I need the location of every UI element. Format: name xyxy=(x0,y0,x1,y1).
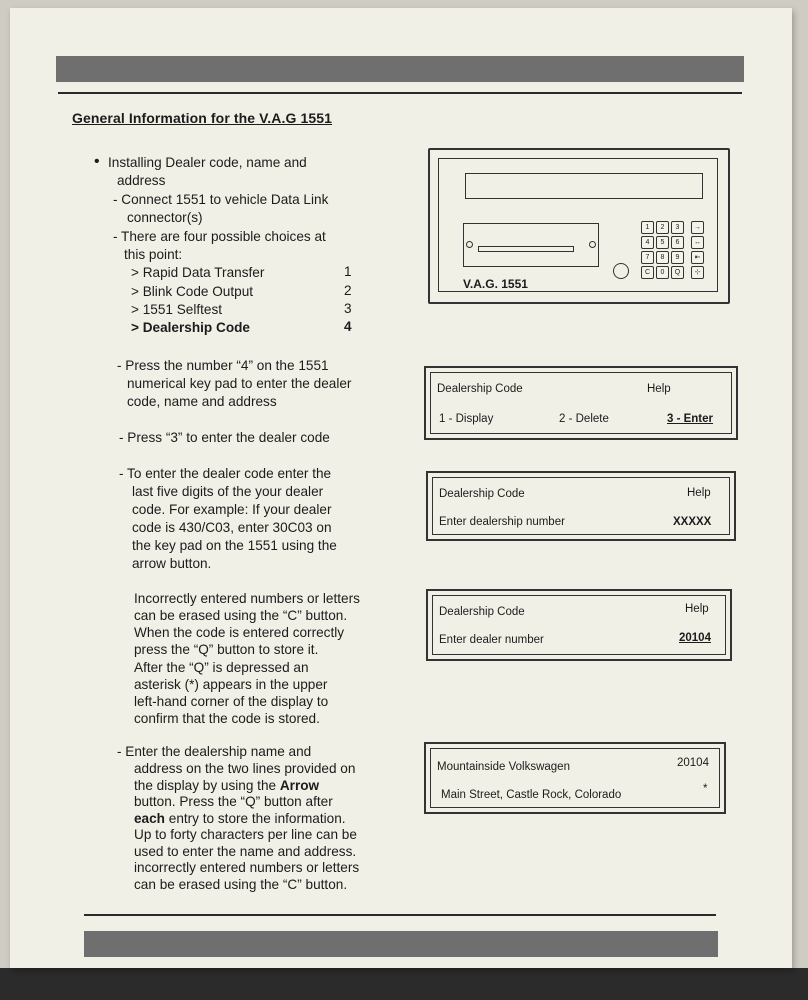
arrow-both-key-icon: ↔ xyxy=(691,236,704,249)
display-frame xyxy=(432,477,730,535)
key-1: 1 xyxy=(641,221,654,234)
connect-line-1: - Connect 1551 to vehicle Data Link xyxy=(113,192,329,207)
display-value: 20104 xyxy=(679,632,711,644)
choice-label: > Rapid Data Transfer xyxy=(131,265,265,280)
erase-line-2: can be erased using the “C” button. xyxy=(134,608,348,623)
dealer-code: 20104 xyxy=(677,757,709,769)
enter-code-line-5: the key pad on the 1551 using the xyxy=(132,538,337,553)
device-bezel xyxy=(438,158,718,292)
option-display: 1 - Display xyxy=(439,413,494,425)
erase-line-6: asterisk (*) appears in the upper xyxy=(134,677,328,692)
key-3: 3 xyxy=(671,221,684,234)
dealer-address: Main Street, Castle Rock, Colorado xyxy=(441,789,622,801)
display-menu xyxy=(424,366,738,440)
name-line-9: can be erased using the “C” button. xyxy=(134,877,348,892)
name-line-2: address on the two lines provided on xyxy=(134,761,356,776)
display-dealer-name-address xyxy=(424,742,726,814)
knob-icon xyxy=(613,263,629,279)
name-line-3-text: the display by using the xyxy=(134,778,280,793)
name-line-8: incorrectly entered numbers or letters xyxy=(134,860,360,875)
arrow-emphasis: Arrow xyxy=(279,778,320,793)
bottom-rule xyxy=(84,914,716,916)
press4-line-2: numerical key pad to enter the dealer xyxy=(127,376,352,391)
key-9: 9 xyxy=(671,251,684,264)
display-title: Dealership Code xyxy=(437,383,523,395)
display-help: Help xyxy=(685,603,709,615)
connect-line-2: connector(s) xyxy=(127,210,203,225)
slot-opening xyxy=(478,246,574,252)
name-line-5-text: entry to store the information. xyxy=(164,811,346,826)
option-delete: 2 - Delete xyxy=(559,413,609,425)
slot-hole-right xyxy=(589,241,596,248)
arrow-back-key-icon: ⇤ xyxy=(691,251,704,264)
erase-line-4: press the “Q” button to store it. xyxy=(134,642,319,657)
display-frame xyxy=(432,595,726,655)
name-line-1: - Enter the dealership name and xyxy=(117,744,312,759)
enter-code-line-3: code. For example: If your dealer xyxy=(132,502,332,517)
bottom-gray-bar xyxy=(84,931,718,957)
display-value: XXXXX xyxy=(673,516,712,528)
card-slot xyxy=(463,223,599,267)
print-key-icon: ⊹ xyxy=(691,266,704,279)
erase-line-1: Incorrectly entered numbers or letters xyxy=(134,591,360,606)
press4-line-3: code, name and address xyxy=(127,394,277,409)
key-5: 5 xyxy=(656,236,669,249)
device-screen xyxy=(465,173,703,199)
key-c: C xyxy=(641,266,654,279)
display-title: Dealership Code xyxy=(439,606,525,618)
display-prompt: Enter dealership number xyxy=(439,516,565,528)
press4-line-1: - Press the number “4” on the 1551 xyxy=(117,358,329,373)
slot-hole-left xyxy=(466,241,473,248)
enter-code-line-2: last five digits of the your dealer xyxy=(132,484,324,499)
display-prompt: Enter dealer number xyxy=(439,634,544,646)
option-enter: 3 - Enter xyxy=(667,413,714,425)
key-0: 0 xyxy=(656,266,669,279)
name-line-6: Up to forty characters per line can be xyxy=(134,827,357,842)
choice-number: 4 xyxy=(344,319,352,334)
choice-label: > Blink Code Output xyxy=(131,284,254,299)
display-help: Help xyxy=(647,383,671,395)
device-label: V.A.G. 1551 xyxy=(463,277,528,291)
intro-line-1: Installing Dealer code, name and xyxy=(108,155,307,170)
each-emphasis: each xyxy=(134,811,165,826)
name-line-7: used to enter the name and address. xyxy=(134,844,357,859)
display-frame xyxy=(430,372,732,434)
display-enter-dealership-number xyxy=(426,471,736,541)
choice-number: 3 xyxy=(344,301,352,316)
choice-number: 1 xyxy=(344,264,352,279)
press3-line: - Press “3” to enter the dealer code xyxy=(119,430,330,445)
dealer-name: Mountainside Volkswagen xyxy=(437,761,570,773)
page-title: General Information for the V.A.G 1551 xyxy=(72,110,333,126)
table-surface xyxy=(0,968,808,1000)
name-line-4: button. Press the “Q” button after xyxy=(134,794,333,809)
enter-code-line-1: - To enter the dealer code enter the xyxy=(119,466,332,481)
choice-label: > Dealership Code xyxy=(131,320,250,335)
key-6: 6 xyxy=(671,236,684,249)
display-frame xyxy=(430,748,720,808)
bullet-icon: • xyxy=(94,153,100,170)
erase-line-7: left-hand corner of the display to xyxy=(134,694,329,709)
choices-line-1: - There are four possible choices at xyxy=(113,229,326,244)
erase-line-8: confirm that the code is stored. xyxy=(134,711,320,726)
key-4: 4 xyxy=(641,236,654,249)
key-q: Q xyxy=(671,266,684,279)
choice-label: > 1551 Selftest xyxy=(131,302,223,317)
top-rule xyxy=(58,92,742,94)
top-gray-bar xyxy=(56,56,744,82)
vag-1551-device-illustration xyxy=(428,148,730,304)
choice-number: 2 xyxy=(344,283,352,298)
arrow-right-key-icon: → xyxy=(691,221,704,234)
display-title: Dealership Code xyxy=(439,488,525,500)
enter-code-line-6: arrow button. xyxy=(132,556,212,571)
key-8: 8 xyxy=(656,251,669,264)
key-7: 7 xyxy=(641,251,654,264)
display-enter-dealer-number xyxy=(426,589,732,661)
erase-line-5: After the “Q” is depressed an xyxy=(134,660,309,675)
key-2: 2 xyxy=(656,221,669,234)
choices-line-2: this point: xyxy=(124,247,183,262)
stored-asterisk: * xyxy=(703,783,708,795)
enter-code-line-4: code is 430/C03, enter 30C03 on xyxy=(132,520,332,535)
intro-line-2: address xyxy=(117,173,166,188)
display-help: Help xyxy=(687,487,711,499)
erase-line-3: When the code is entered correctly xyxy=(134,625,345,640)
